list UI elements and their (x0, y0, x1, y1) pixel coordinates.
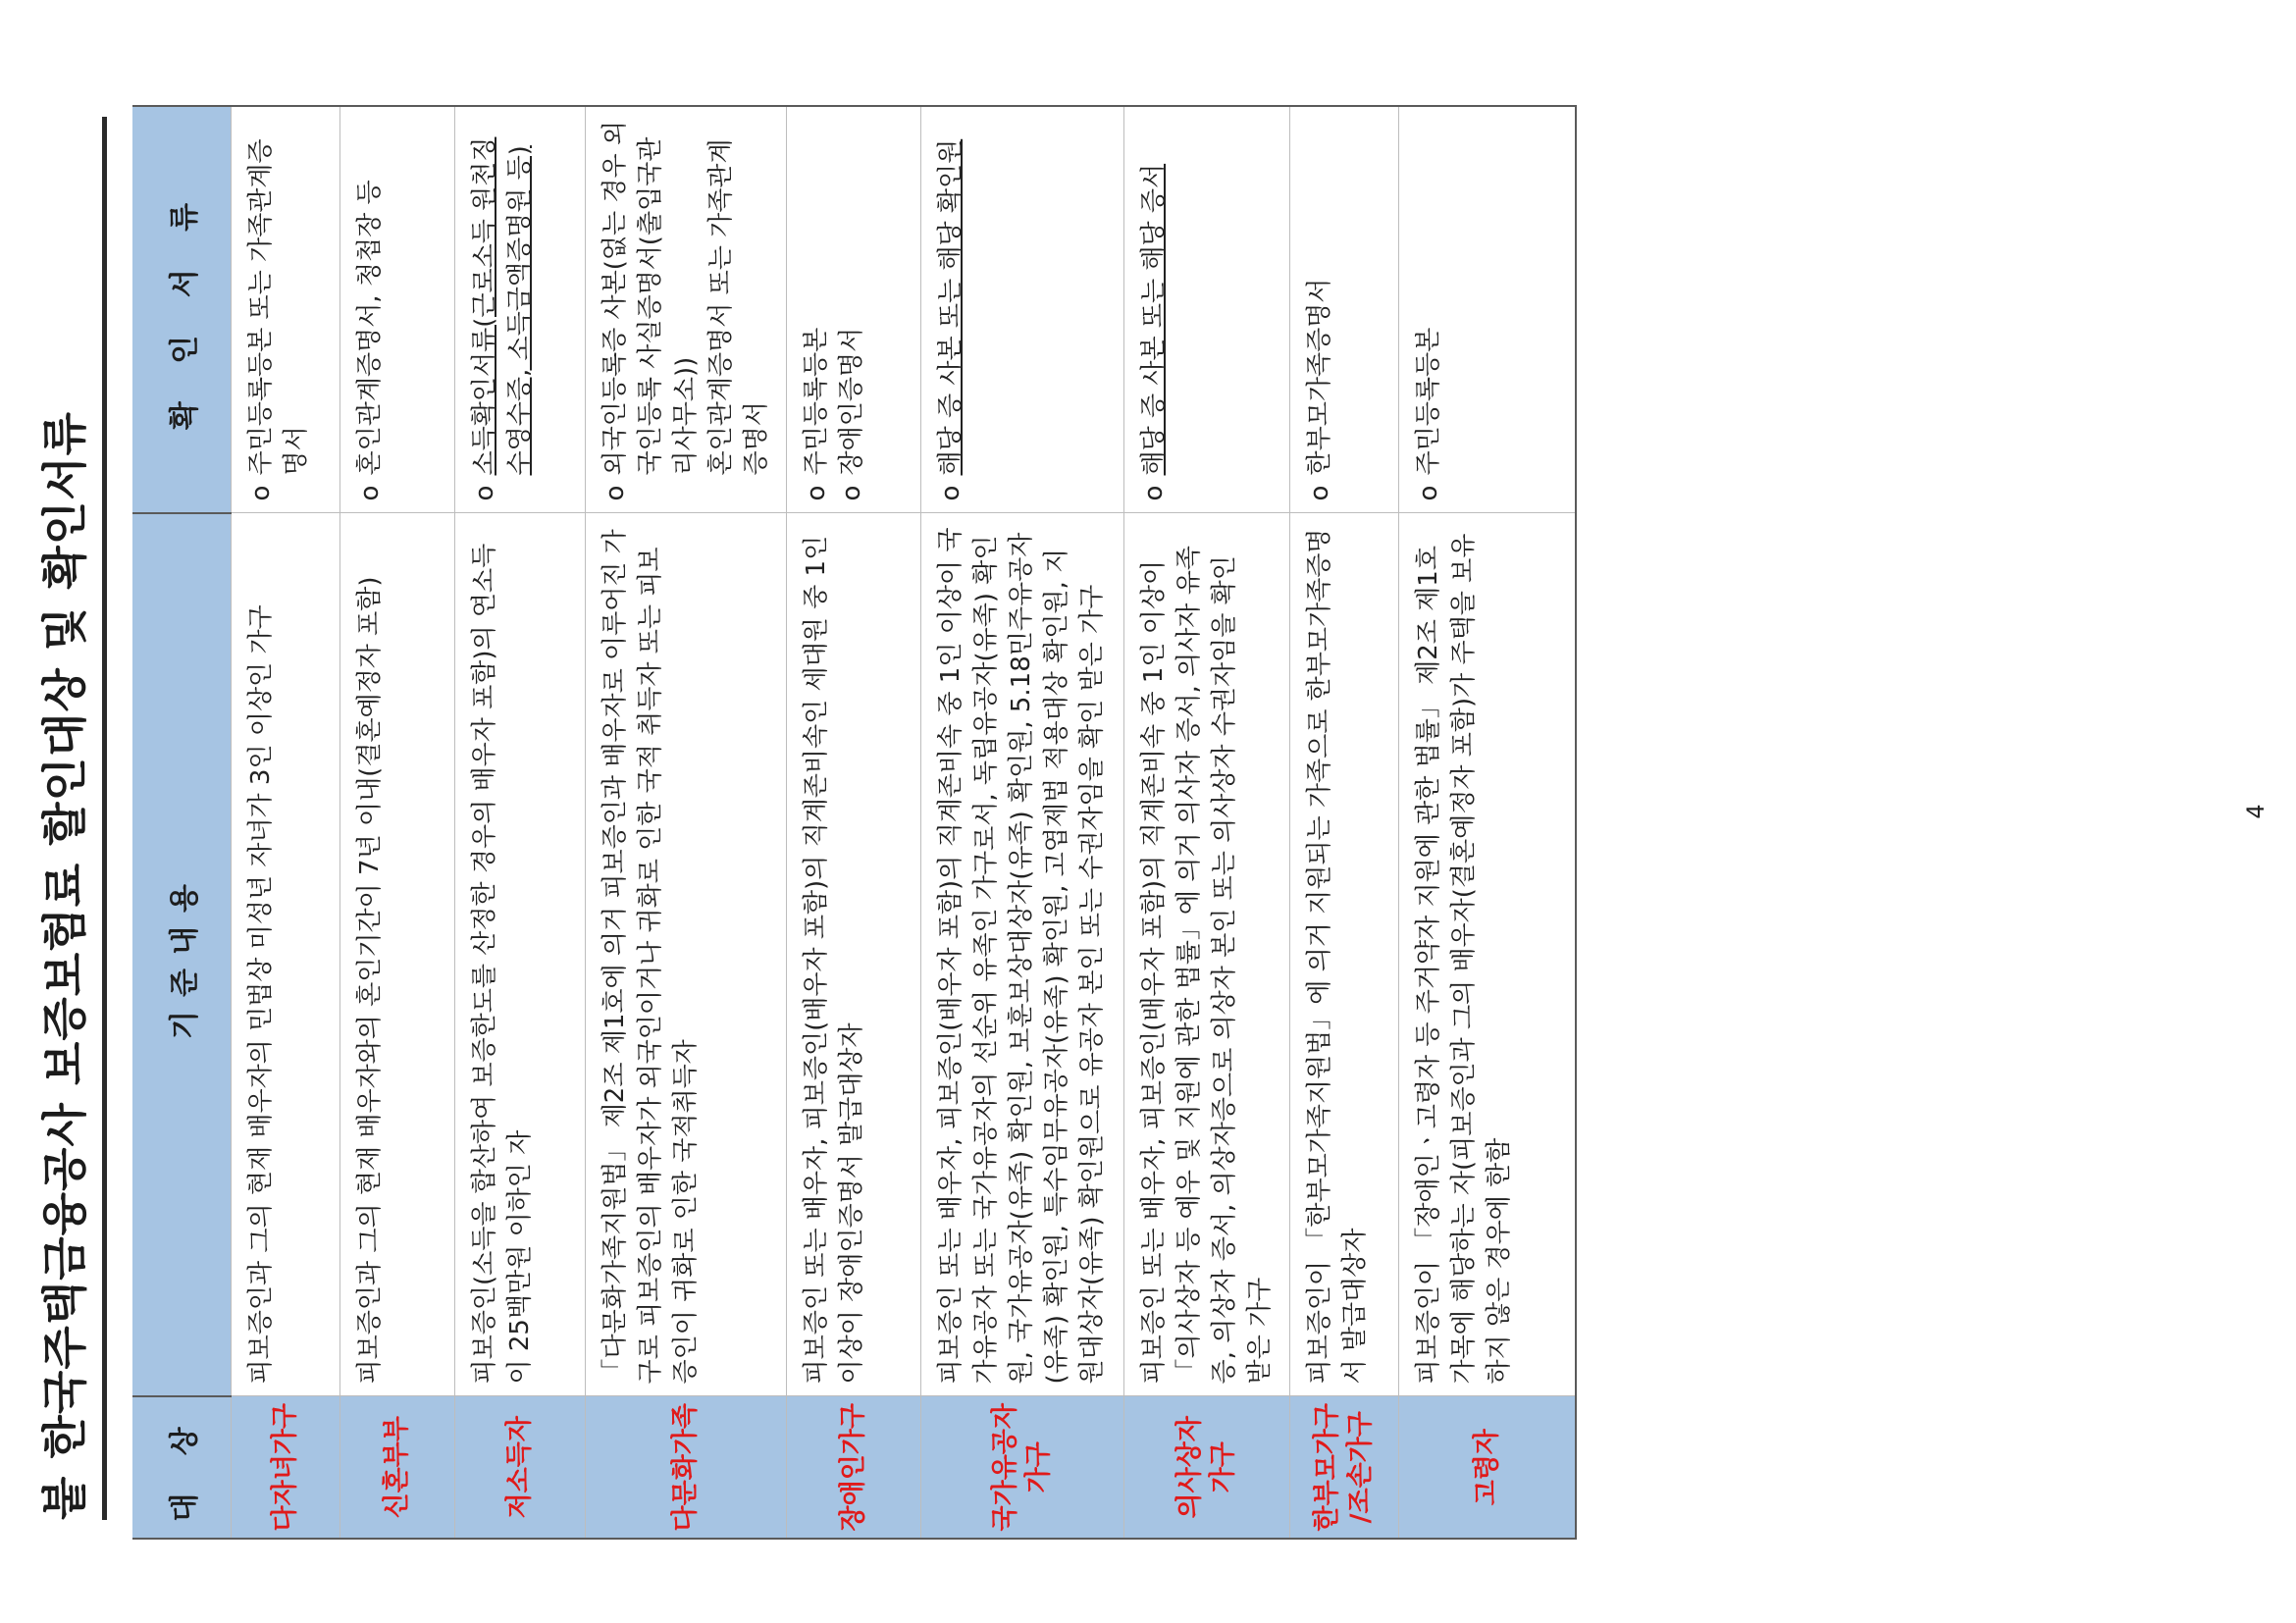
header-criteria: 기준내용 (132, 513, 232, 1396)
document-item: o 소득확인서류(근로소득 원천징수영수증, 소득금액증명원 등) (467, 119, 538, 501)
table-row (586, 106, 787, 1539)
row-target: 고령자 (1399, 1396, 1577, 1539)
row-documents (787, 106, 921, 513)
document-item: o 주민등록등본 (1411, 119, 1446, 501)
row-target: 다문화가족 (586, 1396, 787, 1539)
document-item: o 혼인관계증명서, 청첩장 등 (352, 119, 388, 501)
table-row (921, 106, 1124, 1539)
row-criteria: 피보증인이 「장애인ㆍ고령자 등 주거약자 지원에 관한 법률」 제2조 제1호 가목에 해당하는 자(피보증인과 그의 배우자(결혼예정자 포함)가 주택을 보유하지 않은 경우에 한함 (1399, 513, 1577, 1396)
document-item: o 주민등록등본 (799, 119, 834, 501)
table-row (340, 106, 455, 1539)
row-documents (586, 106, 787, 513)
row-documents (340, 106, 455, 513)
document-item: o 해당 증 사본 또는 해당 확인원 (933, 119, 968, 501)
page-number: 4 (2242, 804, 2270, 819)
row-target: 장애인가구 (787, 1396, 921, 1539)
table-row (1290, 106, 1399, 1539)
row-target: 신혼부부 (340, 1396, 455, 1539)
document-item: o 주민등록등본 또는 가족관계증명서 (243, 119, 314, 501)
row-documents (1124, 106, 1290, 513)
discount-table (132, 105, 1577, 1540)
row-target: 의사상자 가구 (1124, 1396, 1290, 1539)
table-header-row (132, 106, 232, 1539)
title-block (29, 117, 107, 1520)
document-item: o 외국인등록증 사본(없는 경우 외국인등록 사실증명서(출입국관리사무소)) (598, 119, 704, 501)
row-target: 한부모가구 /조손가구 (1290, 1396, 1399, 1539)
row-criteria: 피보증인과 그의 현재 배우자의 민법상 미성년 자녀가 3인 이상인 가구 (232, 513, 340, 1396)
row-target: 저소득자 (455, 1396, 586, 1539)
table-row (232, 106, 340, 1539)
row-criteria: 피보증인 또는 배우자, 피보증인(배우자 포함)의 직계존비속인 세대원 중 1인 이상이 장애인증명서 발급대상자 (787, 513, 921, 1396)
document-item: 혼인관계증명서 또는 가족관계증명서 (706, 138, 771, 476)
header-target: 대 상 (132, 1396, 232, 1539)
row-criteria: 피보증인 또는 배우자, 피보증인(배우자 포함)의 직계존비속 중 1인 이상이 「의사상자 등 예우 및 지원에 관한 법률」에 의거 의사자 증서, 의사자 유족증, 의상자 증서, 의상자증으로 의상자 본인 또는 의사상자 수권자임을 확인 받은 가구 (1124, 513, 1290, 1396)
header-documents: 확 인 서 류 (132, 106, 232, 513)
row-criteria: 피보증인(소득을 합산하여 보증한도를 산정한 경우의 배우자 포함)의 연소득이 25백만원 이하인 자 (455, 513, 586, 1396)
row-target: 국가유공자 가구 (921, 1396, 1124, 1539)
row-documents (1290, 106, 1399, 513)
row-criteria: 피보증인이 「한부모가족지원법」에 의거 지원되는 가족으로 한부모가족증명서 발급대상자 (1290, 513, 1399, 1396)
row-target: 다자녀가구 (232, 1396, 340, 1539)
row-documents (1399, 106, 1577, 513)
row-documents (455, 106, 586, 513)
document-item: o 장애인증명서 (834, 119, 869, 501)
document-item: o 한부모가족증명서 (1302, 119, 1337, 501)
table-row (1399, 106, 1577, 1539)
row-documents (232, 106, 340, 513)
row-documents (921, 106, 1124, 513)
row-criteria: 피보증인과 그의 현재 배우자와의 혼인기간이 7년 이내(결혼예정자 포함) (340, 513, 455, 1396)
row-criteria: 피보증인 또는 배우자, 피보증인(배우자 포함)의 직계존비속 중 1인 이상이 국가유공자 또는 국가유공자의 선순위 유족인 가구로서, 독립유공자(유족) 확인원, 국가유공자(유족) 확인원, 보훈보상대상자(유족) 확인원, 5.18민주유공자(유족) 확인원, 특수임무유공자(유족) 확인원, 고엽제법 적용대상 확인원, 지원대상자(유족) 확인원으로 유공자 본인 또는 수권자임을 확인 받은 가구 (921, 513, 1124, 1396)
row-criteria: 「다문화가족지원법」 제2조 제1호에 의거 피보증인과 배우자로 이루어진 가구로 피보증인의 배우자가 외국인이거나 귀화로 인한 국적 취득자 또는 피보증인이 귀화로 인한 국적취득자 (586, 513, 787, 1396)
table-row (455, 106, 586, 1539)
table-row (787, 106, 921, 1539)
document-title: 붙 한국주택금융공사 보증보험료 할인대상 및 확인서류 (38, 410, 91, 1520)
document-item: o 해당 증 사본 또는 해당 증서 (1136, 119, 1172, 501)
table-row (1124, 106, 1290, 1539)
